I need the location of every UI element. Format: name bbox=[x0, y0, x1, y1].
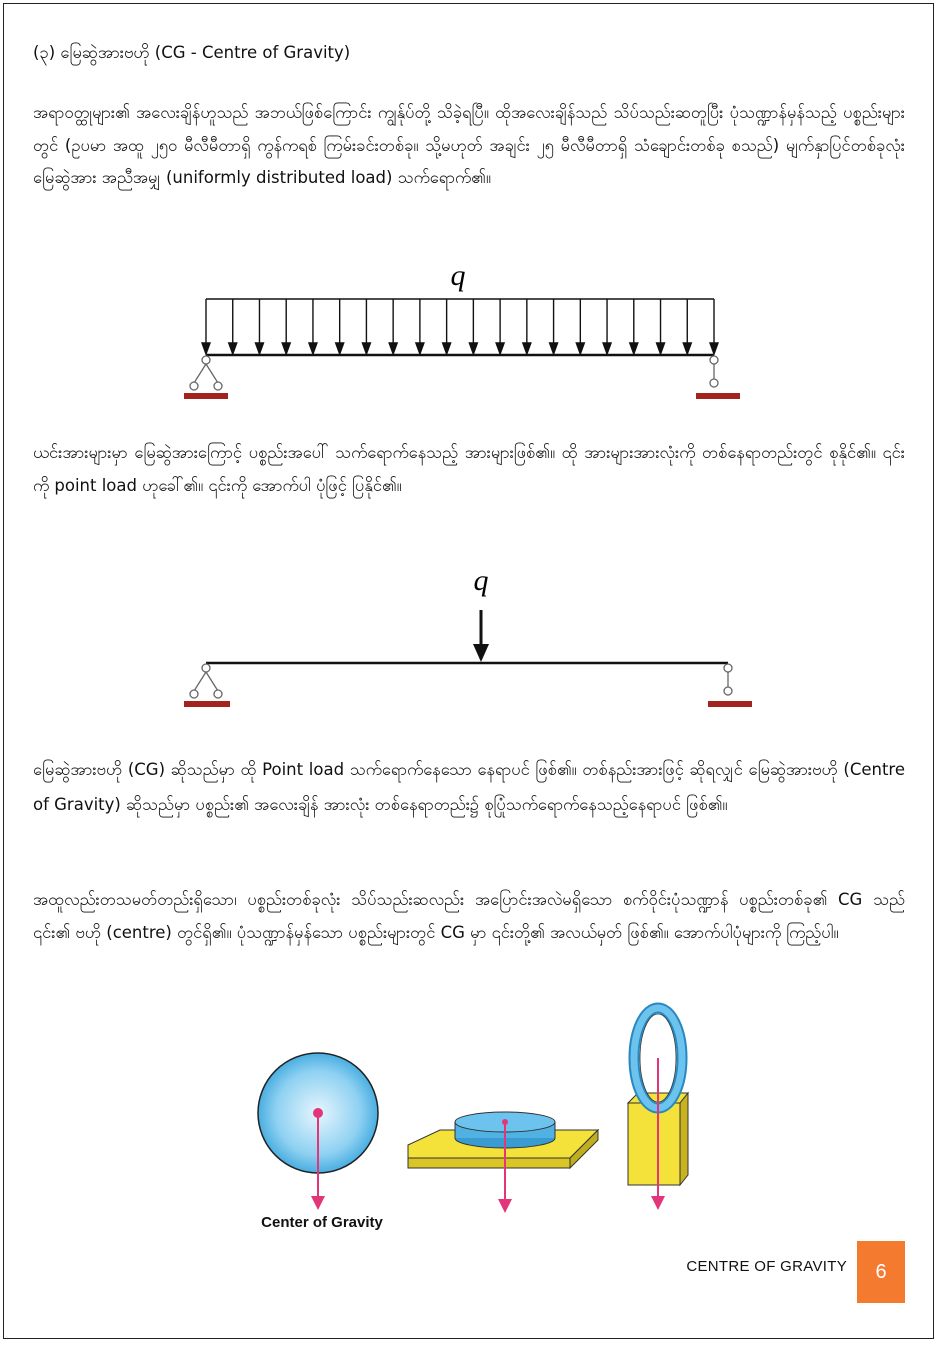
udl-arrow-head bbox=[657, 343, 665, 354]
udl-arrow-head bbox=[282, 343, 290, 354]
point-load-figure bbox=[180, 560, 760, 720]
udl-beam-figure bbox=[180, 255, 750, 410]
page-number-badge: 6 bbox=[857, 1241, 905, 1303]
sphere-shape bbox=[258, 1053, 378, 1210]
udl-arrows bbox=[202, 299, 718, 354]
udl-arrow-head bbox=[576, 343, 584, 354]
udl-arrow-head bbox=[255, 343, 263, 354]
udl-arrow-head bbox=[362, 343, 370, 354]
section-heading: (၃) မြေဆွဲအားဗဟို (CG - Centre of Gravity) bbox=[33, 43, 351, 62]
udl-arrow-head bbox=[550, 343, 558, 354]
udl-arrow-head bbox=[523, 343, 531, 354]
udl-arrow-head bbox=[202, 343, 210, 354]
udl-arrow-head bbox=[496, 343, 504, 354]
udl-label: q bbox=[450, 259, 466, 292]
cg-illustration bbox=[240, 1000, 710, 1240]
left-pin-support-2 bbox=[184, 664, 230, 707]
udl-arrow-head bbox=[416, 343, 424, 354]
udl-arrow-head bbox=[710, 343, 718, 354]
right-roller-support-2 bbox=[708, 664, 752, 707]
footer-title: CENTRE OF GRAVITY bbox=[686, 1258, 847, 1275]
cg-caption: Center of Gravity bbox=[261, 1214, 383, 1231]
udl-arrow-head bbox=[603, 343, 611, 354]
paragraph-1: အရာဝတ္ထုများ၏ အလေးချိန်ဟူသည် အဘယ်ဖြစ်ကြောင်း ကျွန်ုပ်တို့ သိခဲ့ရပြီ။ ထိုအလေးချိန်သည် သိပ်သည်းဆတူပြီး ပုံသဏ္ဍာန်မှန်သည့် ပစ္စည်းများတွင် (ဥပမာ အထူ ၂၅၀ မီလီမီတာရှိ ကွန်ကရစ် ကြမ်းခင်းတစ်ခု။ သို့မဟုတ် အချင်း ၂၅ မီလီမီတာရှိ သံချောင်းတစ်ခု စသည်) မျက်နှာပြင်တစ်ခုလုံး မြေဆွဲအား အညီအမျှ (uniformly distributed load) သက်ရောက်၏။ bbox=[33, 103, 905, 187]
udl-arrow-head bbox=[309, 343, 317, 354]
point-load-arrow bbox=[473, 610, 489, 662]
udl-arrow-head bbox=[229, 343, 237, 354]
paragraph-4: အထူလည်းတသမတ်တည်းရှိသော၊ ပစ္စည်းတစ်ခုလုံး သိပ်သည်းဆလည်း အပြောင်းအလဲမရှိသော စက်ဝိုင်းပုံသဏ္ဍာန် ပစ္စည်းတစ်ခု၏ CG သည် ၎င်း၏ ဗဟို (centre) တွင်ရှိ၏။ ပုံသဏ္ဍာန်မှန်သော ပစ္စည်းများတွင် CG မှာ ၎င်းတို့၏ အလယ်မှတ် ဖြစ်၏။ အောက်ပါပုံများကို ကြည့်ပါ။ bbox=[33, 890, 905, 942]
udl-arrow-head bbox=[630, 343, 638, 354]
paragraph-2: ယင်းအားများမှာ မြေဆွဲအားကြောင့် ပစ္စည်းအပေါ် သက်ရောက်နေသည့် အားများဖြစ်၏။ ထို အားများအားလုံးကို တစ်နေရာတည်းတွင် စုနိုင်၏။ ၎င်းကို point load ဟုခေါ်၏။ ၎င်းကို အောက်ပါ ပုံဖြင့် ပြနိုင်၏။ bbox=[33, 443, 905, 495]
udl-arrow-head bbox=[389, 343, 397, 354]
point-label: q bbox=[473, 564, 489, 597]
left-pin-support bbox=[184, 356, 228, 399]
right-roller-support bbox=[696, 356, 740, 399]
ring-on-block-shape bbox=[628, 1008, 688, 1210]
disc-on-plate-shape bbox=[408, 1112, 598, 1213]
udl-arrow-head bbox=[683, 343, 691, 354]
udl-arrow-head bbox=[443, 343, 451, 354]
paragraph-3: မြေဆွဲအားဗဟို (CG) ဆိုသည်မှာ ထို Point load သက်ရောက်နေသော နေရာပင် ဖြစ်၏။ တစ်နည်းအားဖြင့် ဆိုရလျှင် မြေဆွဲအားဗဟို (Centre of Gravity) ဆိုသည်မှာ ပစ္စည်း၏ အလေးချိန် အားလုံး တစ်နေရာတည်း၌ စုပြုံသက်ရောက်နေသည့်နေရာပင် ဖြစ်၏။ bbox=[33, 760, 905, 814]
udl-arrow-head bbox=[469, 343, 477, 354]
udl-arrow-head bbox=[336, 343, 344, 354]
